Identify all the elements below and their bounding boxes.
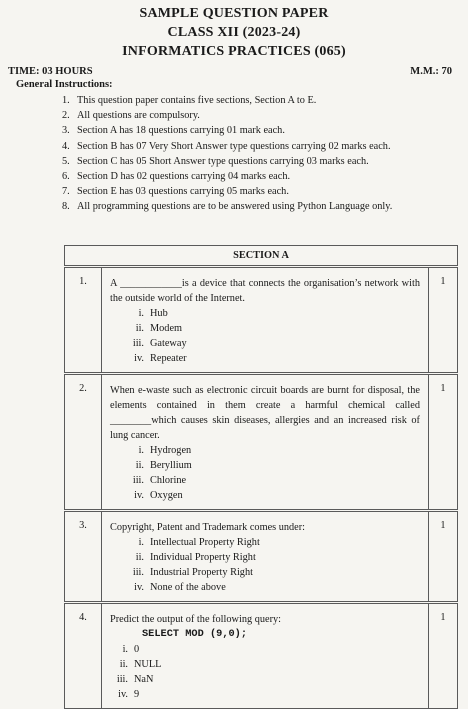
instruction-text: Section C has 05 Short Answer type questions carrying 03 marks each. (77, 155, 369, 167)
option-text: Hub (150, 308, 168, 319)
paper-title: SAMPLE QUESTION PAPER (139, 6, 329, 21)
instruction-number: 4. (62, 140, 70, 152)
option-item (126, 321, 420, 336)
question-row (65, 603, 458, 709)
option-text: 0 (134, 644, 140, 655)
option-item (110, 672, 420, 687)
option-item (110, 657, 420, 672)
option-text: Hydrogen (150, 445, 192, 456)
question-row (65, 267, 458, 374)
instruction-number: 1. (62, 95, 70, 106)
sql-query: SELECT MOD (9,0); (142, 628, 248, 640)
question-marks: 1 (429, 267, 458, 374)
option-item (126, 565, 420, 580)
questions-table (64, 245, 458, 709)
instruction-text: All programming questions are to be answered using Python Language only. (77, 201, 393, 213)
option-item (126, 336, 420, 351)
option-label: i. (138, 308, 144, 319)
question-body (102, 374, 429, 511)
instruction-item (62, 169, 392, 184)
instruction-item (62, 93, 392, 108)
option-text: Oxygen (150, 490, 183, 501)
option-label: ii. (135, 552, 144, 563)
question-text: Copyright, Patent and Trademark comes under: (110, 522, 306, 533)
instruction-number: 2. (62, 110, 70, 122)
instruction-item (62, 184, 392, 199)
option-item (126, 458, 420, 473)
subject-heading: INFORMATICS PRACTICES (065) (122, 44, 346, 59)
question-number: 3. (65, 511, 102, 603)
class-heading: CLASS XII (2023-24) (167, 25, 301, 40)
question-marks: 1 (429, 511, 458, 603)
instruction-item (62, 154, 392, 169)
option-text: Modem (150, 323, 183, 334)
option-label: ii. (135, 323, 144, 334)
instruction-text: Section E has 03 questions carrying 05 marks each. (77, 186, 289, 198)
instruction-text: Section B has 07 Very Short Answer type questions carrying 02 marks each. (77, 140, 391, 152)
option-label: iv. (134, 353, 144, 364)
instruction-number: 6. (62, 170, 70, 182)
instruction-item (62, 123, 392, 138)
question-row (65, 374, 458, 511)
option-item (126, 535, 420, 550)
general-instructions-heading: General Instructions: (16, 79, 113, 90)
instruction-number: 7. (62, 186, 70, 198)
option-item (126, 306, 420, 321)
option-item (110, 687, 420, 702)
options-list (110, 306, 420, 366)
question-number: 1. (65, 267, 102, 374)
question-text: When e-waste such as electronic circuit boards are burnt for disposal, the elements contained in them create a harmful chemical called ________which causes skin diseases, allergies and an increased risk of lung cancer. (110, 385, 420, 441)
instruction-number: 3. (62, 125, 70, 137)
instruction-text: All questions are compulsory. (77, 110, 200, 122)
instruction-number: 8. (62, 201, 70, 213)
option-item (126, 488, 420, 503)
option-label: ii. (119, 659, 128, 670)
option-item (126, 351, 420, 366)
question-body (102, 511, 429, 603)
option-text: Intellectual Property Right (150, 537, 260, 548)
question-text: Predict the output of the following query: (110, 614, 282, 625)
instruction-item (62, 108, 392, 123)
section-title: SECTION A (65, 246, 458, 267)
time-allowed: TIME: 03 HOURS (8, 66, 93, 77)
option-text: Repeater (150, 353, 187, 364)
option-label: iv. (134, 490, 144, 501)
option-label: iii. (132, 475, 144, 486)
options-list (110, 535, 420, 595)
max-marks: M.M.: 70 (410, 66, 452, 77)
question-number: 4. (65, 603, 102, 709)
option-text: Industrial Property Right (150, 567, 253, 578)
option-item (126, 443, 420, 458)
option-text: None of the above (150, 582, 226, 593)
option-label: i. (138, 445, 144, 456)
option-label: iii. (132, 338, 144, 349)
option-label: iv. (134, 582, 144, 593)
option-item (126, 473, 420, 488)
option-text: NULL (134, 659, 162, 670)
option-text: Chlorine (150, 475, 187, 486)
instructions-list (62, 93, 392, 215)
section-header-row (65, 246, 458, 267)
option-text: NaN (134, 674, 154, 685)
option-label: iii. (116, 674, 128, 685)
instruction-item (62, 139, 392, 154)
question-marks: 1 (429, 374, 458, 511)
question-marks: 1 (429, 603, 458, 709)
option-text: Gateway (150, 338, 187, 349)
question-row (65, 511, 458, 603)
instruction-item (62, 199, 392, 214)
option-item (126, 580, 420, 595)
question-number: 2. (65, 374, 102, 511)
instruction-text: Section D has 02 questions carrying 04 marks each. (77, 170, 291, 182)
options-list (110, 443, 420, 503)
question-body (102, 603, 429, 709)
options-list (110, 642, 420, 702)
option-label: i. (138, 537, 144, 548)
instruction-text: Section A has 18 questions carrying 01 mark each. (77, 125, 285, 137)
option-text: 9 (134, 689, 140, 700)
option-item (126, 550, 420, 565)
question-text: A ____________is a device that connects the organisation’s network with the outside world of the Internet. (110, 278, 420, 304)
option-text: Individual Property Right (150, 552, 256, 563)
option-text: Beryllium (150, 460, 192, 471)
instruction-text: This question paper contains five sections, Section A to E. (77, 95, 317, 106)
option-label: iii. (132, 567, 144, 578)
option-label: iv. (118, 689, 128, 700)
option-label: ii. (135, 460, 144, 471)
instruction-number: 5. (62, 155, 70, 167)
question-body (102, 267, 429, 374)
option-label: i. (122, 644, 128, 655)
